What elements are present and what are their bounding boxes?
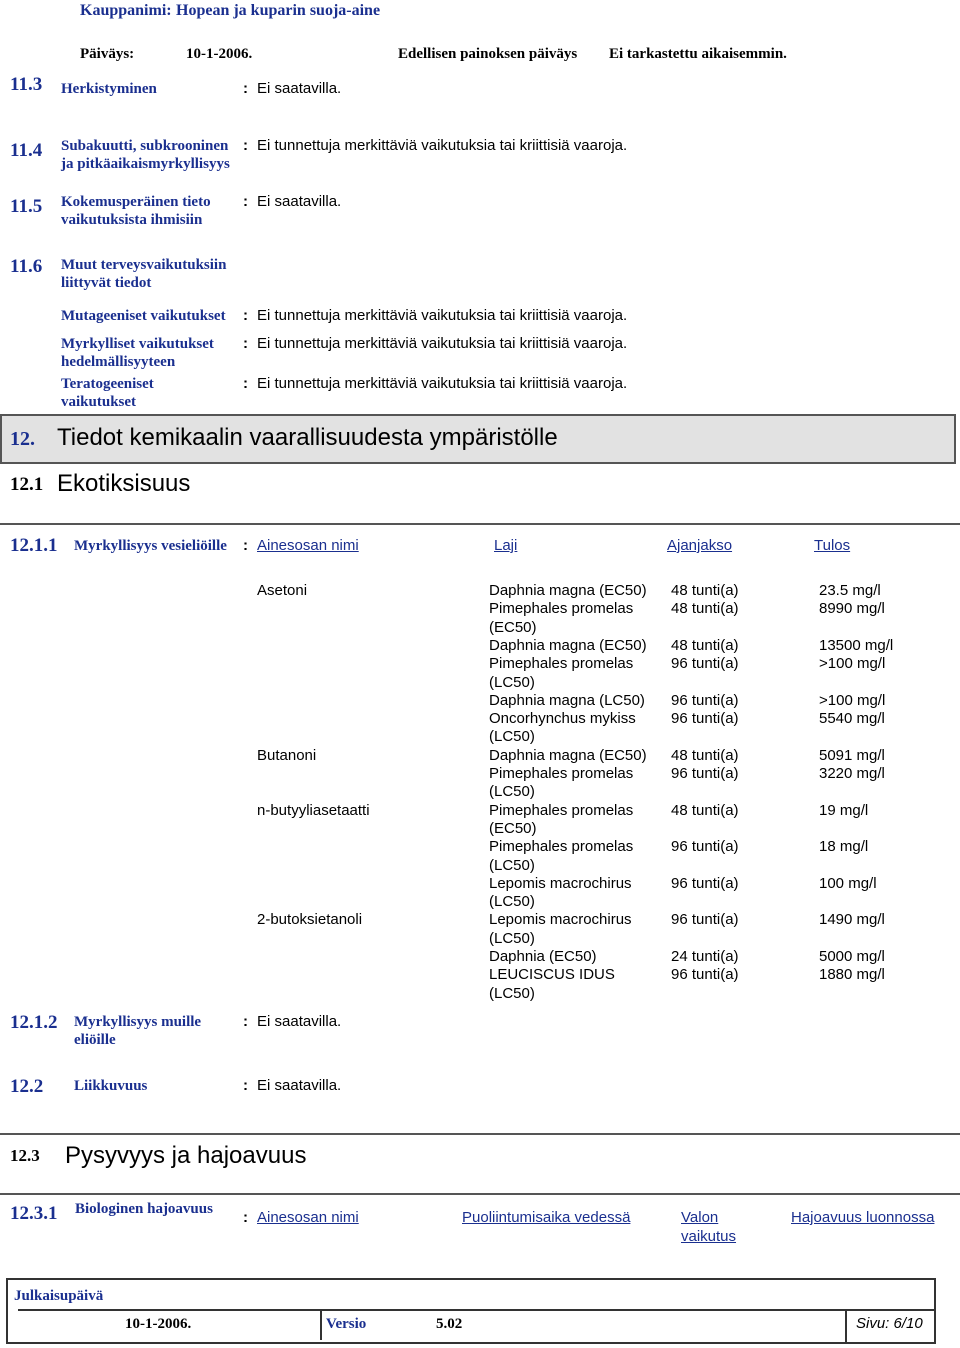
ingredient-name: Asetoni	[257, 582, 308, 599]
pub-date-label: Julkaisupäivä	[14, 1288, 104, 1304]
result-value: >100 mg/l	[819, 655, 886, 673]
species: Pimephales promelas	[489, 801, 634, 819]
section-label: Biologinen hajoavuus	[75, 1201, 213, 1217]
result-value: 100 mg/l	[819, 874, 877, 892]
section-number: 11.4	[10, 140, 43, 161]
footer-line	[18, 1309, 936, 1311]
col-header-species: Laji	[494, 537, 518, 554]
colon: :	[243, 193, 248, 210]
exposure-period: 96 tunti(a)	[671, 838, 739, 856]
species: LEUCISCUS IDUS	[489, 966, 615, 984]
footer-divider	[320, 1310, 322, 1340]
section-number: 11.6	[10, 256, 43, 277]
trade-name-label: Kauppanimi:	[80, 2, 172, 19]
section-label: Herkistyminen	[61, 81, 157, 97]
footer	[6, 1278, 936, 1344]
result-value: 5000 mg/l	[819, 948, 885, 965]
section-value: Ei saatavilla.	[257, 193, 342, 210]
species: Daphnia (EC50)	[489, 948, 597, 965]
result-value: 23.5 mg/l	[819, 582, 881, 599]
section-number: 12.3	[10, 1146, 40, 1165]
col-header-ingredient: Ainesosan nimi	[257, 537, 359, 554]
result-value: 1490 mg/l	[819, 911, 885, 929]
species-endpoint: (LC50)	[489, 893, 535, 911]
result-value: 1880 mg/l	[819, 966, 885, 984]
col-header-period: Ajanjakso	[667, 537, 733, 554]
exposure-period: 96 tunti(a)	[671, 874, 739, 892]
species-endpoint: (LC50)	[489, 783, 535, 801]
species: Pimephales promelas	[489, 600, 634, 618]
version-label: Versio	[326, 1316, 367, 1332]
exposure-period: 96 tunti(a)	[671, 710, 739, 728]
section-title: Ekotiksisuus	[57, 470, 191, 497]
section-value: Ei saatavilla.	[257, 80, 342, 97]
exposure-period: 48 tunti(a)	[671, 746, 739, 764]
footer-divider	[845, 1309, 847, 1342]
species-endpoint: (LC50)	[489, 728, 535, 746]
page-number: Sivu: 6/10	[856, 1315, 923, 1332]
result-value: 5091 mg/l	[819, 746, 885, 764]
prev-print-value: Ei tarkastettu aikaisemmin.	[609, 46, 787, 62]
terato-value: Ei tunnettuja merkittäviä vaikutuksia tai kriittisiä vaaroja.	[257, 375, 628, 392]
result-value: 5540 mg/l	[819, 710, 885, 728]
colon: :	[243, 137, 248, 154]
exposure-period: 96 tunti(a)	[671, 765, 739, 782]
divider	[0, 1133, 960, 1135]
section-number: 12.1.2	[10, 1012, 58, 1033]
trade-name: Hopean ja kuparin suoja-aine	[176, 2, 381, 19]
section-value: Ei saatavilla.	[257, 1077, 342, 1094]
species: Daphnia magna (EC50)	[489, 582, 647, 599]
section-label: Myrkyllisyys vesieliöille	[74, 538, 227, 554]
species: Pimephales promelas	[489, 838, 634, 856]
result-value: >100 mg/l	[819, 691, 886, 709]
fertility-label: Myrkylliset vaikutukset	[61, 336, 214, 352]
section-number: 11.3	[10, 74, 43, 95]
colon: :	[243, 1209, 248, 1226]
exposure-period: 96 tunti(a)	[671, 655, 739, 673]
species: Lepomis macrochirus	[489, 874, 632, 892]
ingredient-name: 2-butoksietanoli	[257, 911, 363, 929]
date-value: 10-1-2006.	[186, 46, 253, 62]
section-12-title: Tiedot kemikaalin vaarallisuudesta ympäristölle	[57, 424, 558, 451]
species: Oncorhynchus mykiss	[489, 710, 636, 728]
result-value: 3220 mg/l	[819, 765, 885, 782]
section-label: Subakuutti, subkrooninen	[61, 138, 229, 154]
col-header-half-life: Puoliintumisaika vedessä	[462, 1209, 631, 1226]
result-value: 13500 mg/l	[819, 636, 894, 654]
species: Daphnia magna (LC50)	[489, 691, 645, 709]
colon: :	[243, 335, 248, 352]
exposure-period: 96 tunti(a)	[671, 691, 739, 709]
exposure-period: 96 tunti(a)	[671, 911, 739, 929]
section-12-number: 12.	[10, 428, 35, 450]
section-label: Kokemusperäinen tieto	[61, 194, 211, 210]
section-number: 12.2	[10, 1076, 44, 1097]
section-label: Myrkyllisyys muille	[74, 1014, 202, 1030]
colon: :	[243, 1013, 248, 1030]
mutagenic-value: Ei tunnettuja merkittäviä vaikutuksia tai kriittisiä vaaroja.	[257, 307, 628, 324]
section-value: Ei tunnettuja merkittäviä vaikutuksia tai kriittisiä vaaroja.	[257, 137, 628, 154]
version: 5.02	[436, 1316, 463, 1332]
exposure-period: 24 tunti(a)	[671, 948, 739, 965]
section-number: 12.3.1	[10, 1203, 58, 1224]
species-endpoint: (LC50)	[489, 673, 535, 691]
colon: :	[243, 80, 248, 97]
result-value: 19 mg/l	[819, 801, 869, 819]
result-value: 8990 mg/l	[819, 600, 885, 618]
section-label: ja pitkäaikaismyrkyllisyys	[61, 156, 230, 172]
mutagenic-label: Mutageeniset vaikutukset	[61, 308, 226, 324]
species: Pimephales promelas	[489, 765, 634, 782]
species-endpoint: (EC50)	[489, 819, 537, 837]
section-label: Liikkuvuus	[74, 1078, 148, 1094]
species-endpoint: (LC50)	[489, 929, 535, 947]
col-header-light: vaikutus	[681, 1228, 737, 1245]
section-number: 12.1.1	[10, 535, 58, 556]
species: Daphnia magna (EC50)	[489, 746, 647, 764]
section-number: 11.5	[10, 196, 43, 217]
exposure-period: 48 tunti(a)	[671, 636, 739, 654]
exposure-period: 48 tunti(a)	[671, 582, 739, 599]
pub-date: 10-1-2006.	[125, 1316, 192, 1332]
colon: :	[243, 1077, 248, 1094]
section-value: Ei saatavilla.	[257, 1013, 342, 1030]
terato-label: vaikutukset	[61, 394, 137, 410]
section-label: eliöille	[74, 1032, 116, 1048]
ingredient-name: Butanoni	[257, 746, 317, 764]
section-label: vaikutuksista ihmisiin	[61, 212, 203, 228]
section-number: 12.1	[10, 474, 44, 495]
result-value: 18 mg/l	[819, 838, 869, 856]
exposure-period: 48 tunti(a)	[671, 600, 739, 618]
prev-print-label: Edellisen painoksen päiväys	[398, 46, 578, 62]
divider	[0, 523, 960, 525]
species-endpoint: (LC50)	[489, 856, 535, 874]
date-label: Päiväys:	[80, 46, 135, 62]
col-header-ingredient: Ainesosan nimi	[257, 1209, 359, 1226]
species: Daphnia magna (EC50)	[489, 636, 647, 654]
divider	[0, 1193, 960, 1195]
fertility-value: Ei tunnettuja merkittäviä vaikutuksia tai kriittisiä vaaroja.	[257, 335, 628, 352]
ingredient-name: n-butyyliasetaatti	[257, 801, 370, 819]
species: Pimephales promelas	[489, 655, 634, 673]
exposure-period: 48 tunti(a)	[671, 801, 739, 819]
colon: :	[243, 307, 248, 324]
section-label: Muut terveysvaikutuksiin	[61, 257, 227, 273]
section-title: Pysyvyys ja hajoavuus	[65, 1142, 307, 1169]
col-header-degradation: Hajoavuus luonnossa	[791, 1209, 935, 1226]
col-header-result: Tulos	[814, 537, 851, 554]
section-label: liittyvät tiedot	[61, 275, 152, 291]
col-header-light: Valon	[681, 1209, 719, 1226]
terato-label: Teratogeeniset	[61, 376, 154, 392]
colon: :	[243, 375, 248, 392]
fertility-label: hedelmällisyyteen	[61, 354, 176, 370]
species-endpoint: (EC50)	[489, 618, 537, 636]
species-endpoint: (LC50)	[489, 984, 535, 1002]
exposure-period: 96 tunti(a)	[671, 966, 739, 984]
species: Lepomis macrochirus	[489, 911, 632, 929]
colon: :	[243, 537, 248, 554]
